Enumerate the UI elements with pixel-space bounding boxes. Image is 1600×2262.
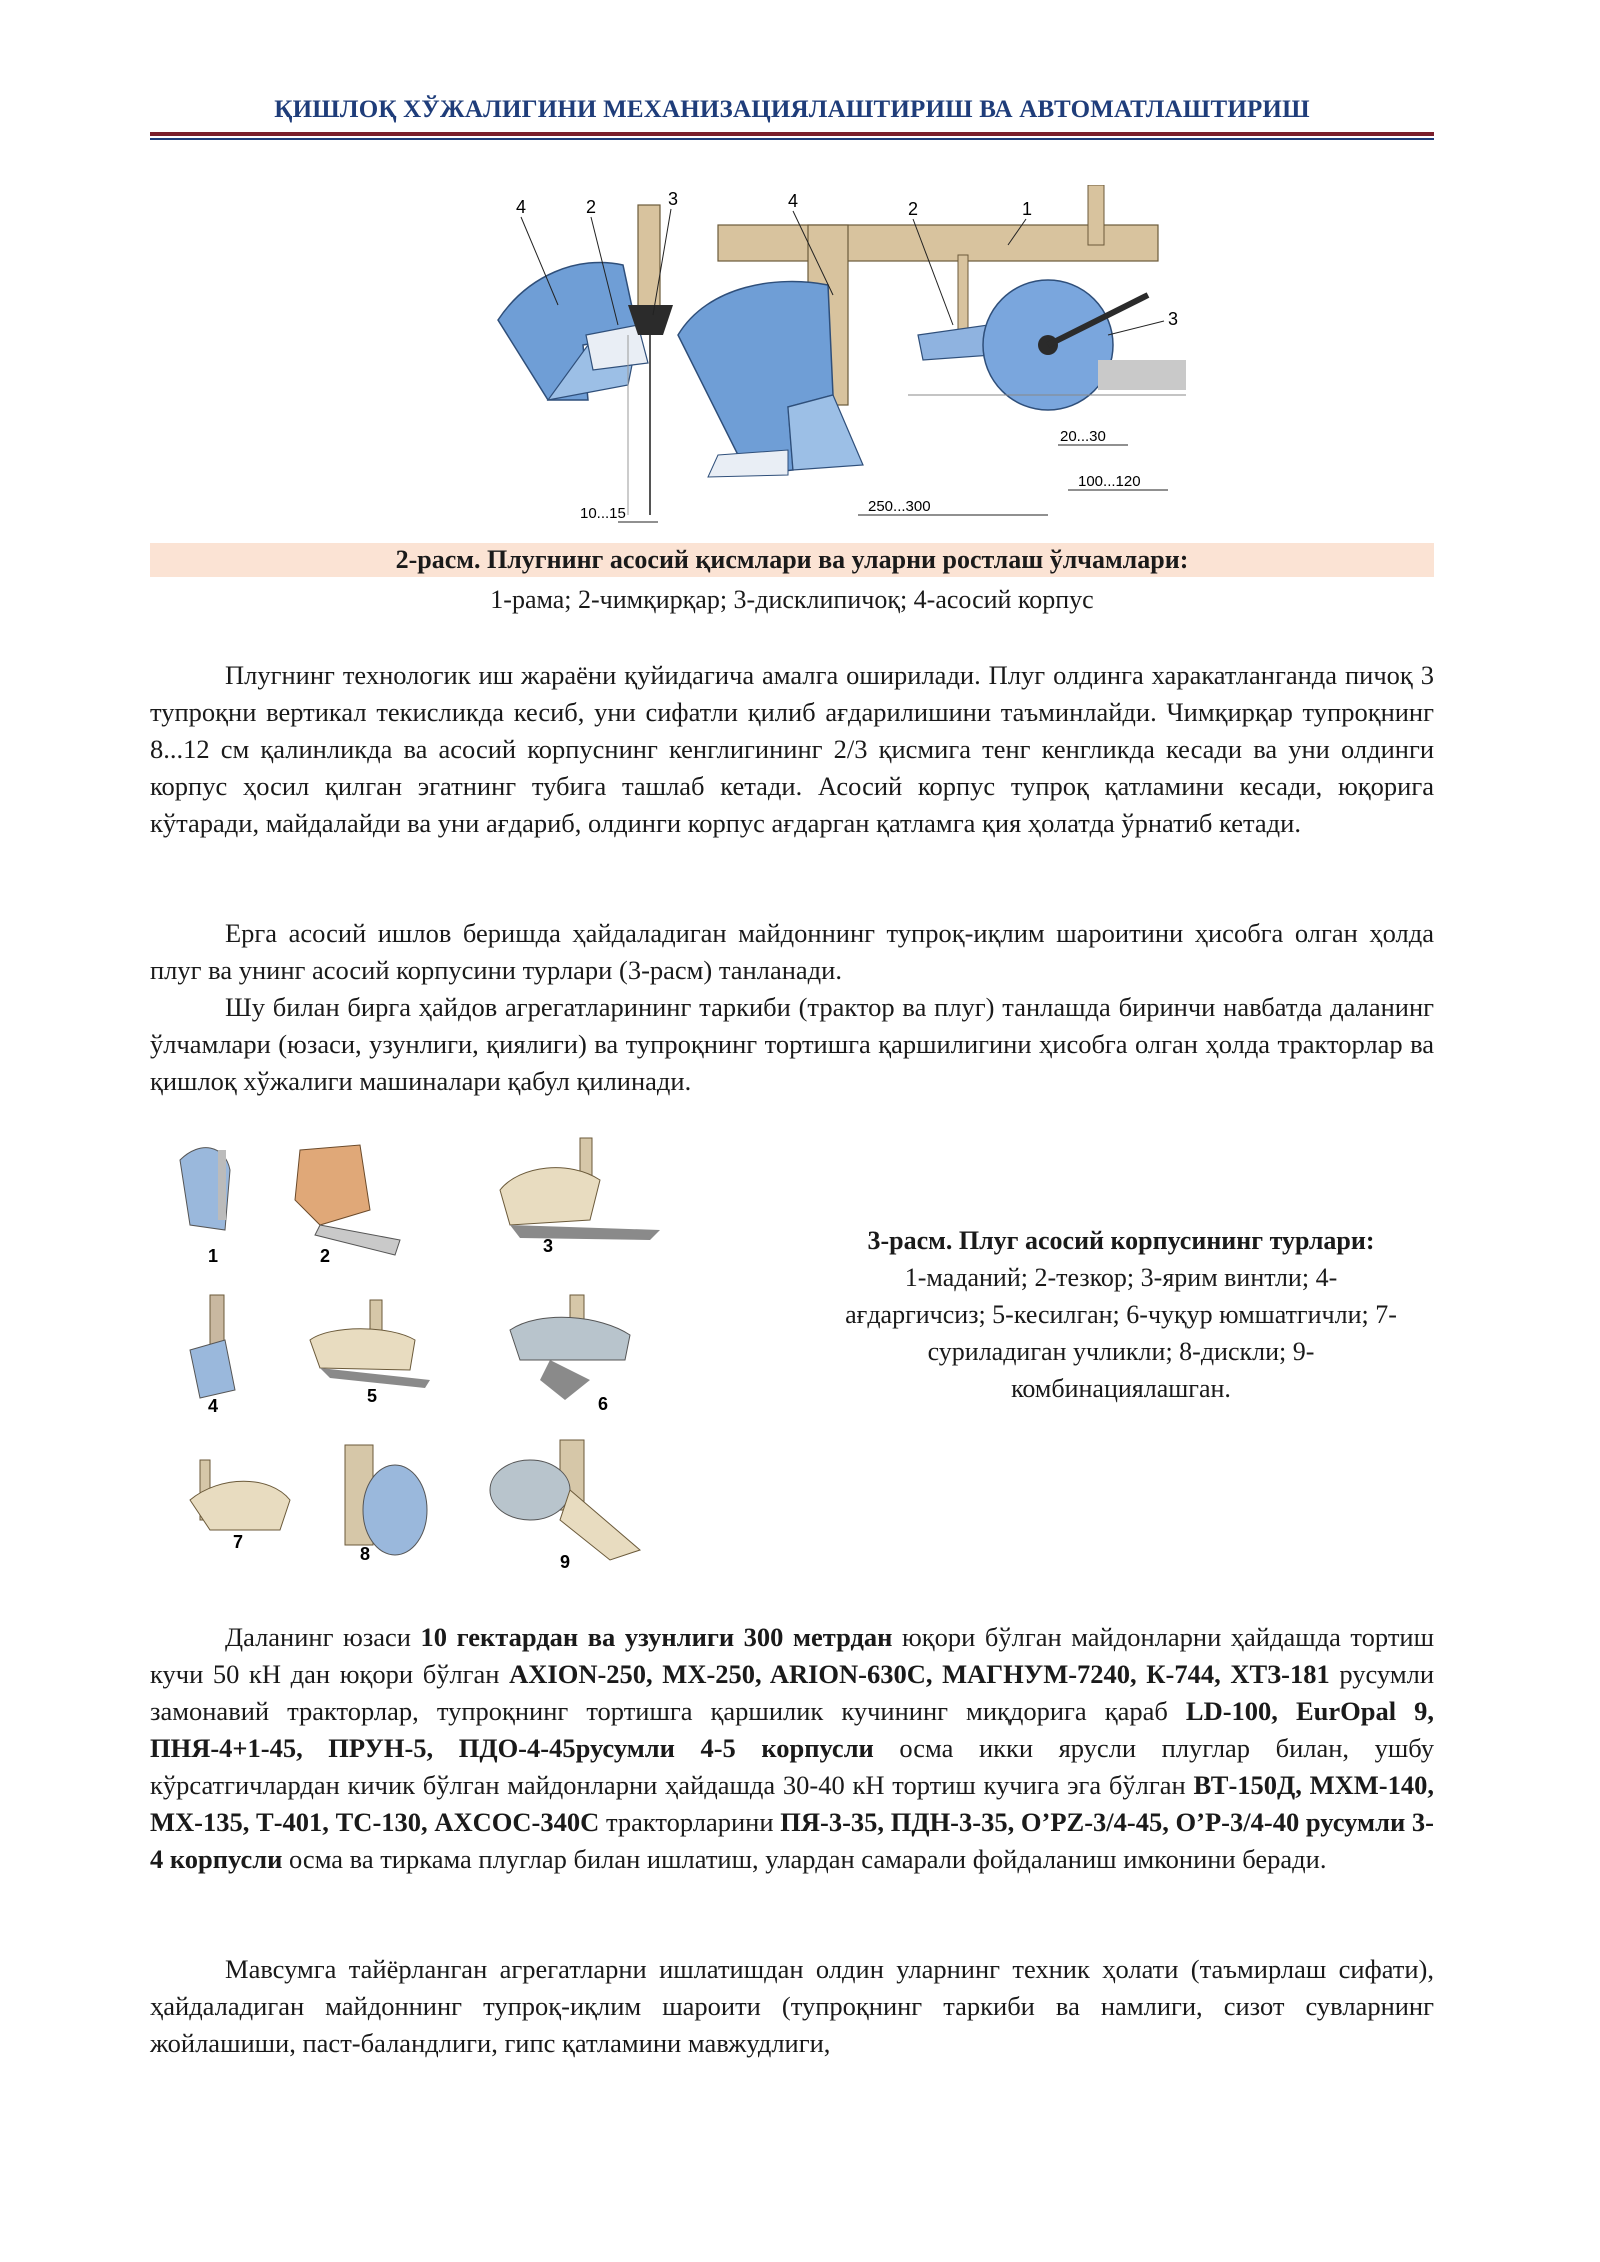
- paragraph-5: [150, 1951, 1434, 2062]
- figure-2-caption-legend: 1-рама; 2-чимқирқар; 3-дисклипичоқ; 4-асосий корпус: [490, 585, 1094, 614]
- plow-type-3: [500, 1138, 660, 1256]
- paragraph-2: [150, 915, 1434, 989]
- figure-2-plow-parts: [488, 185, 1186, 537]
- figure-3-caption: [836, 1222, 1406, 1407]
- paragraph-5-text: Мавсумга тайёрланган агрегатларни ишлатишдан олдин уларнинг техник ҳолати (таъмирлаш сифати), ҳайдаладиган майдоннинг тупроқ-иқлим шароити (тупроқнинг таркиби ва намлиги, сизот сувларнинг жойлашиши, паст-баландлиги, гипс қатламини мавжудлиги,: [150, 1954, 1434, 2058]
- callout-right-3: 3: [1168, 309, 1179, 329]
- callout-right-2: 2: [908, 199, 919, 219]
- paragraph-4: [150, 1619, 1434, 1878]
- plow-type-9-number: 9: [560, 1552, 571, 1572]
- figure-3-caption-title: 3-расм. Плуг асосий корпусининг турлари:: [867, 1226, 1375, 1255]
- paragraph-4-bold-plows-small: ПЯ-3-35, ПДН-3-35, О’PZ-3/4-45, О’Р-3/4-40 русумли 3-4 корпусли: [150, 1807, 1434, 1874]
- figure-3-plow-body-types: [170, 1130, 670, 1580]
- header-rule: [150, 132, 1434, 136]
- plow-type-3-number: 3: [543, 1236, 554, 1256]
- paragraph-1: [150, 657, 1434, 842]
- plow-type-5: [310, 1300, 430, 1406]
- figure-2-caption-title: 2-расм. Плугнинг асосий қисмлари ва уларни ростлаш ўлчамлари:: [395, 545, 1189, 574]
- paragraph-4-bold-tractors-large: AXION-250, MX-250, ARION-630C, МАГНУМ-7240, К-744, ХТЗ-181: [509, 1659, 1330, 1689]
- page-header-title: ҚИШЛОҚ ХЎЖАЛИГИНИ МЕХАНИЗАЦИЯЛАШТИРИШ ВА АВТОМАТЛАШТИРИШ: [274, 96, 1310, 123]
- paragraph-4-run-e: русумли замонавий тракторлар, тупроқнинг тортишга қаршилик кучининг миқдорига қараб: [150, 1659, 1435, 1726]
- dim-250-300: 250...300: [868, 498, 931, 515]
- paragraph-4-run-c: юқори бўлган майдонларни ҳайдашда тортиш кучи 50 кН дан юқори бўлган: [150, 1622, 1434, 1689]
- plow-type-9: [490, 1440, 640, 1572]
- paragraph-4-run-a: Даланинг юзаси: [225, 1622, 421, 1652]
- paragraph-1-text: Плугнинг технологик иш жараёни қуйидагича амалга оширилади. Плуг олдинга харакатланганда пичоқ 3 тупроқни вертикал текисликда кесиб, уни сифатли қилиб ағдарилишини таъминлайди. Чимқирқар тупроқнинг 8...12 см қалинликда ва асосий корпуснинг кенглигининг 2/3 қисмига тенг кенгликда кесади ва уни олдинги корпус ҳосил қилган эгатнинг тубига ташлаб кетади. Асосий корпус тупроқ қатламини кесади, юқорига кўтаради, майдалайди ва уни ағдариб, олдинги корпус ағдарган қатламга қия ҳолатда ўрнатиб кетади.: [150, 660, 1434, 838]
- paragraph-4-run-g: осма икки ярусли плуглар билан, ушбу кўрсатгичлардан кичик бўлган майдонларни ҳайдашда 30-40 кН тортиш кучига эга бўлган: [150, 1733, 1434, 1800]
- header-rule-secondary: [150, 138, 1434, 140]
- plow-type-2: [295, 1145, 400, 1266]
- plow-parts-illustration: [488, 185, 1186, 537]
- plow-body-types-illustration: [170, 1130, 670, 1580]
- callout-right-1: 1: [1022, 199, 1033, 219]
- paragraph-3: [150, 989, 1434, 1100]
- plow-type-4-number: 4: [208, 1396, 219, 1416]
- paragraph-4-run-i: тракторларини: [599, 1807, 781, 1837]
- plow-type-1-number: 1: [208, 1246, 219, 1266]
- callout-left-3: 3: [668, 189, 679, 209]
- paragraph-2-text: Ерга асосий ишлов беришда ҳайдаладиган майдоннинг тупроқ-иқлим шароитини ҳисобга олган ҳолда плуг ва унинг асосий корпусини турлари (3-расм) танланади.: [150, 918, 1434, 985]
- plow-type-8-number: 8: [360, 1544, 371, 1564]
- dim-10-15: 10...15: [580, 505, 626, 522]
- paragraph-4-bold-tractors-small: ВТ-150Д, МХМ-140, МХ-135, Т-401, ТС-130, AXCOC-340C: [150, 1770, 1434, 1837]
- callout-left-4: 4: [516, 197, 527, 217]
- dim-100-120: 100...120: [1078, 473, 1141, 490]
- plow-type-7-number: 7: [233, 1532, 244, 1552]
- figure-3-caption-body: 1-маданий; 2-тезкор; 3-ярим винтли; 4-ағдаргичсиз; 5-кесилган; 6-чуқур юмшатгичли; 7-суриладиган учликли; 8-дискли; 9-комбинациялашган.: [845, 1263, 1397, 1403]
- paragraph-4-bold-field-size: 10 гектардан ва узунлиги 300 метрдан: [420, 1622, 893, 1652]
- plow-type-7: [190, 1460, 290, 1552]
- plow-type-2-number: 2: [320, 1246, 331, 1266]
- callout-left-2: 2: [586, 197, 597, 217]
- paragraph-4-bold-plows-large: LD-100, EurOpal 9, ПНЯ-4+1-45, ПРУН-5, ПДО-4-45русумли 4-5 корпусли: [150, 1696, 1434, 1763]
- plow-type-4: [190, 1295, 235, 1416]
- plow-type-6: [510, 1295, 630, 1414]
- plow-type-8: [345, 1445, 427, 1564]
- callout-right-4: 4: [788, 191, 799, 211]
- plow-type-6-number: 6: [598, 1394, 609, 1414]
- plow-type-5-number: 5: [367, 1386, 378, 1406]
- paragraph-3-text: Шу билан бирга ҳайдов агрегатларининг таркиби (трактор ва плуг) танлашда биринчи навбатда даланинг ўлчамлари (юзаси, узунлиги, қиялиги) ва тупроқнинг тортишга қаршилигини ҳисобга олган ҳолда тракторлар ва қишлоқ хўжалиги машиналари қабул қилинади.: [150, 992, 1434, 1096]
- paragraph-4-run-k: осма ва тиркама плуглар билан ишлатиш, улардан самарали фойдаланиш имконини беради.: [282, 1844, 1327, 1874]
- plow-type-1: [180, 1148, 230, 1266]
- dim-20-30: 20...30: [1060, 428, 1106, 445]
